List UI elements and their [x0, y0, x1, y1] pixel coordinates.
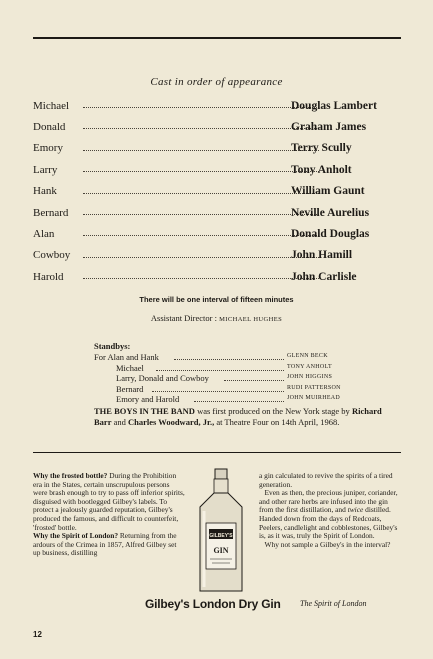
- dot-leader: [224, 380, 284, 381]
- cast-actor: Douglas Lambert: [291, 99, 377, 112]
- standby-row: [94, 373, 354, 384]
- production-note: [94, 406, 394, 428]
- brand-name: Gilbey's London Dry Gin: [145, 597, 281, 611]
- cast-actor: Graham James: [291, 121, 367, 134]
- standby-row: [94, 394, 354, 405]
- production-text: at Theatre Four on 14th April, 1968.: [214, 417, 340, 427]
- standby-actor: RUDI PATTERSON: [287, 384, 341, 391]
- page-number: 12: [33, 630, 42, 639]
- dot-leader: [83, 278, 319, 279]
- gin-bottle-illustration: [190, 467, 252, 595]
- cast-row: [33, 202, 401, 223]
- cast-row: [33, 95, 401, 116]
- dot-leader: [83, 171, 319, 172]
- cast-role: Harold: [33, 270, 64, 283]
- standby-actor: TONY ANHOLT: [287, 363, 332, 370]
- cast-role: Larry: [33, 163, 58, 176]
- standby-row: [94, 352, 354, 363]
- standby-actor: JOHN HIGGINS: [287, 374, 333, 380]
- cast-role: Donald: [33, 121, 66, 134]
- standby-row: [94, 363, 354, 374]
- ad-paragraph: distilled. Handed down from the days of Redcoats, Peelers, candlelight and cobblestones, Gilbey's is, as it was, truly the Spirit of London.: [259, 505, 398, 541]
- production-text: was first produced on the New York stage by: [194, 406, 352, 416]
- ad-question: Why the Spirit of London?: [33, 531, 119, 541]
- cast-role: Cowboy: [33, 249, 71, 262]
- ad-paragraph: a gin calculated to revive the spirits of a tired generation.: [259, 471, 393, 489]
- ad-answer: Returning from the ardours of the Crimea in 1857, Alfred Gilbey set up business, distilling: [33, 531, 177, 558]
- standby-actor: JOHN MUIRHEAD: [287, 395, 341, 401]
- standby-role: Michael: [116, 362, 144, 373]
- cast-row: [33, 223, 401, 244]
- cast-actor: Neville Aurelius: [291, 206, 370, 219]
- cast-role: Alan: [33, 228, 55, 241]
- cast-heading: Cast in order of appearance: [150, 76, 283, 88]
- cast-role: Michael: [33, 99, 70, 112]
- cast-actor: Tony Anholt: [291, 163, 352, 176]
- dot-leader: [194, 401, 284, 402]
- cast-role: Hank: [33, 185, 57, 198]
- cast-row: [33, 266, 401, 287]
- assistant-director: [0, 313, 433, 323]
- ad-paragraph: Why not sample a Gilbey's in the interval?: [264, 539, 391, 549]
- producer-name: Richard Barr: [94, 406, 382, 427]
- bottle-label-gin: GIN: [213, 546, 229, 555]
- bottle-label-text: GILBEY'S: [209, 533, 233, 539]
- dot-leader: [83, 257, 319, 258]
- bottle-cap: [215, 469, 227, 479]
- dot-leader: [152, 391, 284, 392]
- ad-column-right: [259, 472, 402, 549]
- dot-leader: [83, 128, 319, 129]
- cast-row: [33, 245, 401, 266]
- standbys-title: Standbys:: [94, 341, 131, 351]
- standby-actor: GLENN BECK: [287, 353, 328, 359]
- cast-list: [33, 95, 401, 288]
- cast-role: Emory: [33, 142, 63, 155]
- standby-role: Larry, Donald and Cowboy: [116, 373, 209, 383]
- standby-role: For Alan and Hank: [94, 352, 159, 362]
- ad-paragraph: Even as then, the precious juniper, coriander, and other rare herbs are infused into the gin from the first distillation, and: [259, 488, 398, 515]
- dot-leader: [83, 107, 319, 108]
- dot-leader: [83, 193, 319, 194]
- dot-leader: [83, 214, 319, 215]
- cast-role: Bernard: [33, 206, 69, 219]
- dot-leader: [156, 370, 284, 371]
- ad-emphasis: twice: [347, 505, 364, 515]
- ad-column-left: [33, 472, 185, 558]
- dot-leader: [83, 235, 319, 236]
- cast-actor: John Carlisle: [291, 270, 357, 283]
- production-text: and: [111, 417, 128, 427]
- dot-leader: [83, 150, 319, 151]
- cast-row: [33, 116, 401, 137]
- standbys-list: [94, 352, 354, 405]
- middle-rule: [33, 452, 401, 453]
- producer-name: Charles Woodward, Jr.,: [128, 417, 215, 427]
- brand-tagline: The Spirit of London: [300, 599, 367, 608]
- cast-actor: John Hamill: [291, 249, 353, 262]
- standby-row: [94, 384, 354, 395]
- standby-role: Bernard: [116, 383, 144, 394]
- assistant-director-name: MICHAEL HUGHES: [219, 316, 283, 323]
- cast-row: [33, 159, 401, 180]
- ad-answer: During the Prohibition era in the States, certain unscrupulous persons were brash enough to try to pass off inferior spirits, disguised with bootlegged Gilbey's labels. To protect a jealously guarded reputation, Gilbey's produced the famous, and difficult to counterfeit, 'frosted' bottle.: [33, 471, 185, 532]
- dot-leader: [174, 359, 284, 360]
- cast-actor: Donald Douglas: [291, 228, 370, 241]
- standby-role: Emory and Harold: [116, 394, 180, 404]
- play-title: THE BOYS IN THE BAND: [94, 406, 195, 416]
- interval-note: There will be one interval of fifteen minutes: [139, 295, 294, 304]
- cast-actor: William Gaunt: [291, 185, 365, 198]
- assistant-director-label: Assistant Director :: [150, 313, 217, 323]
- top-rule: [33, 37, 401, 39]
- bottle-neck: [214, 479, 228, 493]
- cast-row: [33, 181, 401, 202]
- ad-question: Why the frosted bottle?: [33, 471, 108, 480]
- cast-row: [33, 138, 401, 159]
- cast-actor: Terry Scully: [291, 142, 352, 155]
